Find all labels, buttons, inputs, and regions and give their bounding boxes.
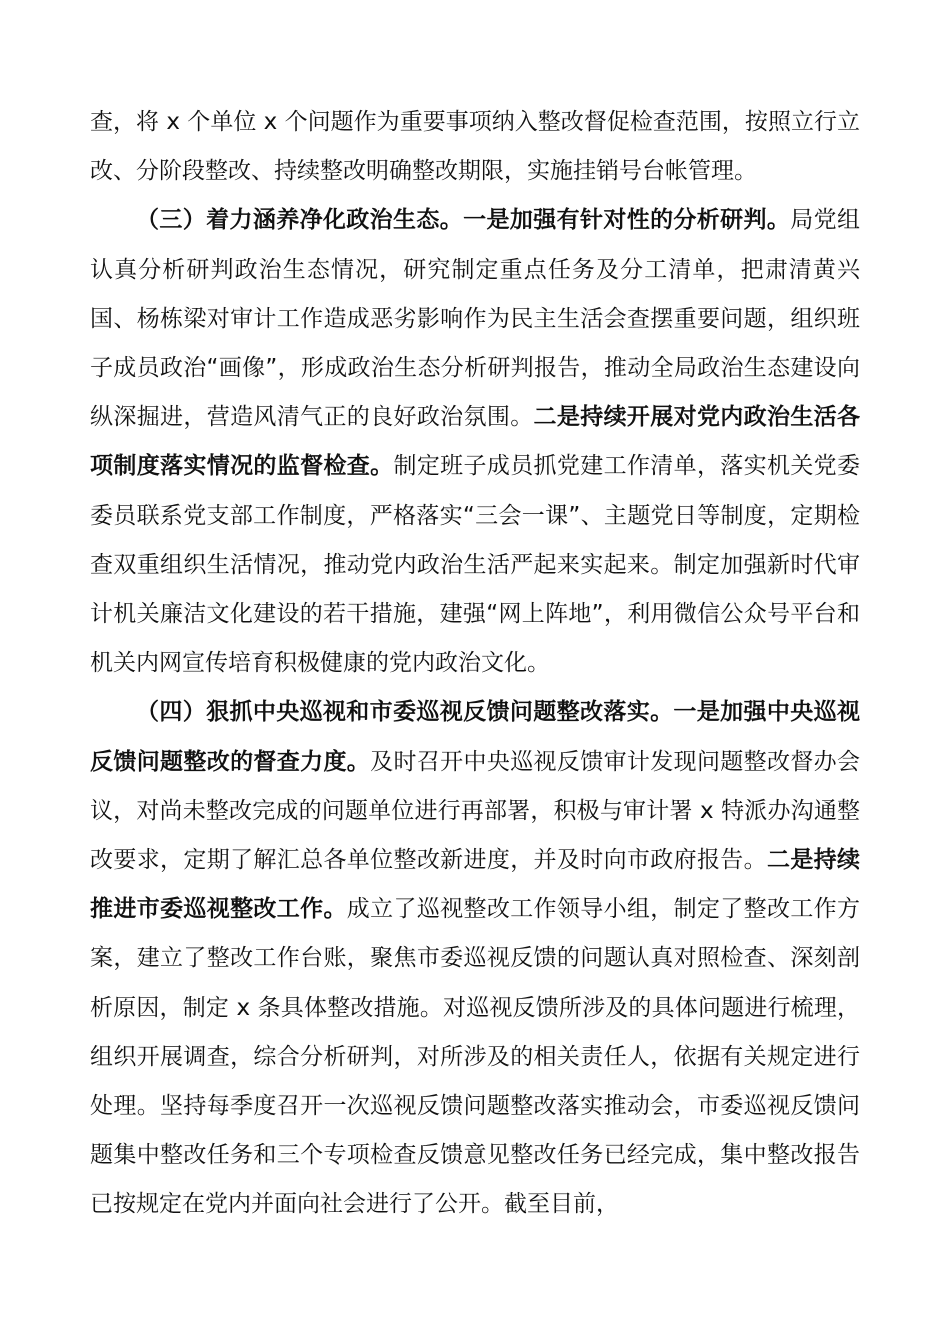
section-heading-4: （四）狠抓中央巡视和市委巡视反馈问题整改落实。一是加强中央巡视反馈问题整改的督查力度。	[90, 699, 860, 775]
paragraph-rectification-scope	[90, 98, 860, 196]
paragraph-political-ecology	[90, 196, 860, 688]
paragraph-text: 局党组认真分析研判政治生态情况，研究制定重点任务及分工清单，把肃清黄兴国、杨栋梁对审计工作造成恶劣影响作为民主生活会查摆重要问题，组织班子成员政治“画像”，形成政治生态分析研判报告，推动全局政治生态建设向纵深掘进，营造风清气正的良好政治氛围。	[90, 207, 861, 431]
subheading-municipal-inspection: 二是持续推进市委巡视整改工作。	[90, 847, 860, 923]
document-body	[90, 98, 860, 1230]
paragraph-text: 及时召开中央巡视反馈审计发现问题整改督办会议，对尚未整改完成的问题单位进行再部署，积极与审计署 x 特派办沟通整改要求，定期了解汇总各单位整改新进度，并及时向市政府报告。	[90, 748, 860, 874]
paragraph-text: 制定班子成员抓党建工作清单，落实机关党委委员联系党支部工作制度，严格落实“三会一课”、主题党日等制度，定期检查双重组织生活情况，推动党内政治生活严起来实起来。制定加强新时代审计机关廉洁文化建设的若干措施，建强“网上阵地”，利用微信公众号平台和机关内网宣传培育积极健康的党内政治文化。	[90, 453, 860, 677]
subheading-supervision: 二是持续开展对党内政治生活各项制度落实情况的监督检查。	[90, 404, 860, 480]
paragraph-text: 查，将 x 个单位 x 个问题作为重要事项纳入整改督促检查范围，按照立行立改、分阶段整改、持续整改明确整改期限，实施挂销号台帐管理。	[90, 109, 860, 185]
paragraph-text: 成立了巡视整改工作领导小组，制定了整改工作方案，建立了整改工作台账，聚焦市委巡视反馈的问题认真对照检查、深刻剖析原因，制定 x 条具体整改措施。对巡视反馈所涉及的具体问题进行梳理，组织开展调查，综合分析研判，对所涉及的相关责任人，依据有关规定进行处理。坚持每季度召开一次巡视反馈问题整改落实推动会，市委巡视反馈问题集中整改任务和三个专项检查反馈意见整改任务已经完成，集中整改报告已按规定在党内并面向社会进行了公开。截至目前，	[90, 896, 860, 1218]
paragraph-inspection-rectification	[90, 688, 860, 1229]
section-heading-3: （三）着力涵养净化政治生态。一是加强有针对性的分析研判。	[136, 207, 791, 234]
